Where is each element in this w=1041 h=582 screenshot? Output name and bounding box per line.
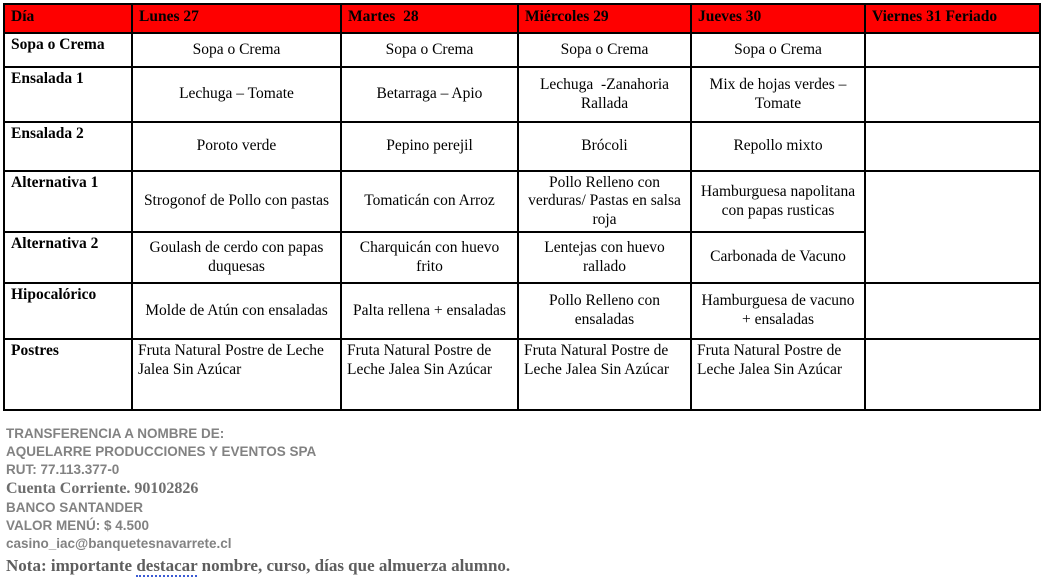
cell-ensalada2-viernes <box>865 122 1040 171</box>
cell-alternativa1-martes: Tomaticán con Arroz <box>341 171 518 232</box>
table-header-row <box>4 4 1040 33</box>
cell-hipocalorico-miercoles: Pollo Relleno con ensaladas <box>518 283 691 339</box>
menu-price-line: VALOR MENÚ: $ 4.500 <box>6 518 150 533</box>
cell-sopa-miercoles: Sopa o Crema <box>518 33 691 67</box>
rut-line: RUT: 77.113.377-0 <box>6 462 120 477</box>
cell-alternativas-viernes-merged <box>865 171 1040 283</box>
cell-ensalada1-miercoles: Lechuga -Zanahoria Rallada <box>518 67 691 122</box>
cell-ensalada1-martes: Betarraga – Apio <box>341 67 518 122</box>
cell-alternativa2-lunes: Goulash de cerdo con papas duquesas <box>132 232 341 283</box>
cell-ensalada2-martes: Pepino perejil <box>341 122 518 171</box>
header-cell-dia: Día <box>4 4 132 33</box>
cell-ensalada1-jueves: Mix de hojas verdes – Tomate <box>691 67 865 122</box>
bank-name-line: BANCO SANTANDER <box>6 500 143 515</box>
cell-ensalada2-lunes: Poroto verde <box>132 122 341 171</box>
cell-alternativa2-jueves: Carbonada de Vacuno <box>691 232 865 283</box>
cell-hipocalorico-jueves: Hamburguesa de vacuno + ensaladas <box>691 283 865 339</box>
account-number-line: Cuenta Corriente. 90102826 <box>6 480 199 497</box>
cell-hipocalorico-lunes: Molde de Atún con ensaladas <box>132 283 341 339</box>
cell-sopa-lunes: Sopa o Crema <box>132 33 341 67</box>
row-label-hipocalorico: Hipocalórico <box>4 283 132 339</box>
note-spellchecked-word: destacar <box>136 556 198 575</box>
company-name-line: AQUELARRE PRODUCCIONES Y EVENTOS SPA <box>6 444 317 459</box>
table-row-hipocalorico <box>4 283 1040 339</box>
row-label-postres: Postres <box>4 339 132 410</box>
cell-alternativa1-miercoles: Pollo Relleno con verduras/ Pastas en salsa roja <box>518 171 691 232</box>
cell-postres-miercoles: Fruta Natural Postre de Leche Jalea Sin Azúcar <box>518 339 691 410</box>
cell-sopa-martes: Sopa o Crema <box>341 33 518 67</box>
header-cell-lunes: Lunes 27 <box>132 4 341 33</box>
note-prefix: Nota: importante <box>6 556 137 575</box>
cell-sopa-jueves: Sopa o Crema <box>691 33 865 67</box>
cell-alternativa1-lunes: Strogonof de Pollo con pastas <box>132 171 341 232</box>
row-label-ensalada-1: Ensalada 1 <box>4 67 132 122</box>
row-label-alternativa-2: Alternativa 2 <box>4 232 132 283</box>
note-line <box>6 555 1006 577</box>
cell-postres-jueves: Fruta Natural Postre de Leche Jalea Sin Azúcar <box>691 339 865 410</box>
header-cell-jueves: Jueves 30 <box>691 4 865 33</box>
table-row-ensalada-1 <box>4 67 1040 122</box>
cell-hipocalorico-martes: Palta rellena + ensaladas <box>341 283 518 339</box>
header-cell-martes: Martes 28 <box>341 4 518 33</box>
row-label-ensalada-2: Ensalada 2 <box>4 122 132 171</box>
contact-email-line: casino_iac@banquetesnavarrete.cl <box>6 536 232 551</box>
cell-alternativa1-jueves: Hamburguesa napolitana con papas rusticas <box>691 171 865 232</box>
row-label-alternativa-1: Alternativa 1 <box>4 171 132 232</box>
header-cell-viernes: Viernes 31 Feriado <box>865 4 1040 33</box>
weekly-menu-table <box>3 3 1041 411</box>
table-row-sopa-o-crema <box>4 33 1040 67</box>
header-cell-miercoles: Miércoles 29 <box>518 4 691 33</box>
note-suffix: nombre, curso, días que almuerza alumno. <box>197 556 511 575</box>
row-label-sopa-o-crema: Sopa o Crema <box>4 33 132 67</box>
cell-alternativa2-miercoles: Lentejas con huevo rallado <box>518 232 691 283</box>
cell-postres-lunes: Fruta Natural Postre de Leche Jalea Sin Azúcar <box>132 339 341 410</box>
cell-ensalada1-viernes <box>865 67 1040 122</box>
cell-sopa-viernes <box>865 33 1040 67</box>
table-row-alternativa-1 <box>4 171 1040 232</box>
cell-ensalada2-miercoles: Brócoli <box>518 122 691 171</box>
table-row-postres <box>4 339 1040 410</box>
cell-postres-viernes <box>865 339 1040 410</box>
cell-postres-martes: Fruta Natural Postre de Leche Jalea Sin Azúcar <box>341 339 518 410</box>
cell-alternativa2-martes: Charquicán con huevo frito <box>341 232 518 283</box>
cell-hipocalorico-viernes <box>865 283 1040 339</box>
table-row-ensalada-2 <box>4 122 1040 171</box>
transfer-title-line: TRANSFERENCIA A NOMBRE DE: <box>6 426 225 441</box>
cell-ensalada2-jueves: Repollo mixto <box>691 122 865 171</box>
cell-ensalada1-lunes: Lechuga – Tomate <box>132 67 341 122</box>
payment-info-block <box>6 425 1006 577</box>
